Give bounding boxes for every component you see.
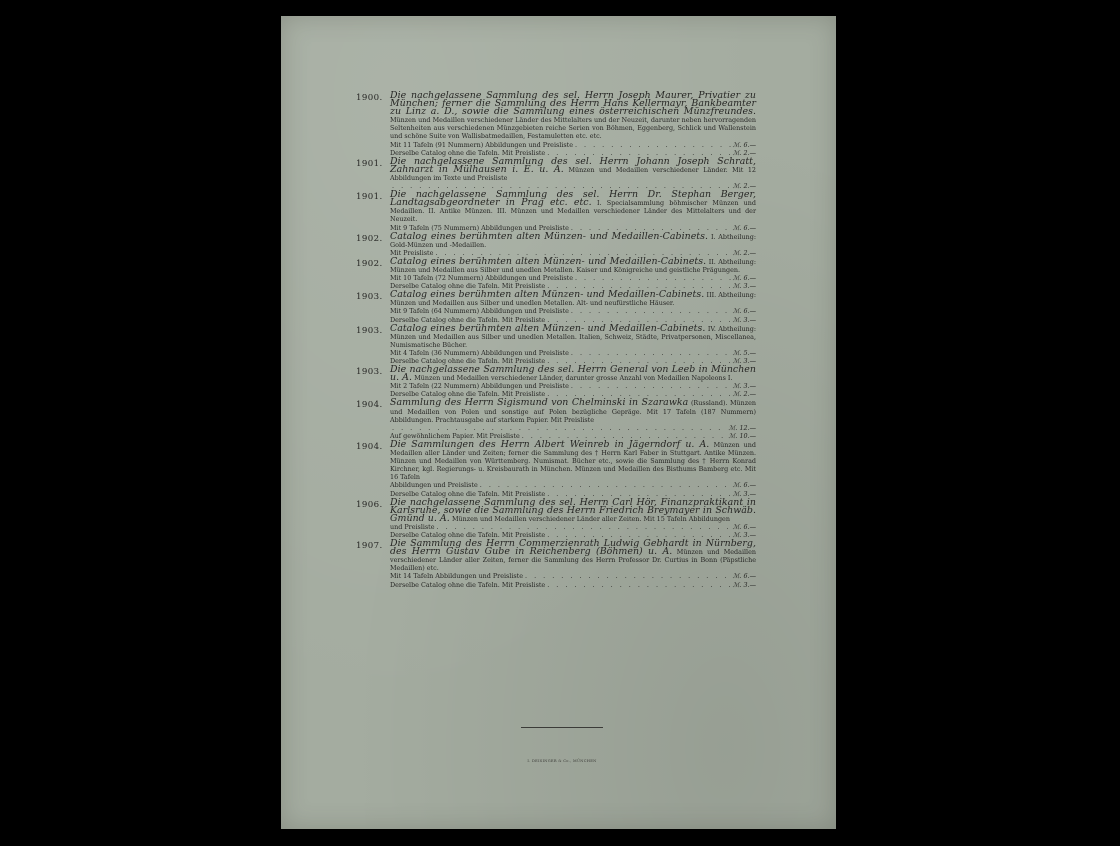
entry-text	[390, 399, 756, 423]
price-line-label: Mit 2 Tafeln (22 Nummern) Abbildungen und Preisliste	[390, 382, 569, 391]
catalog-entry	[356, 155, 756, 191]
price-line-label: Mit 14 Tafeln Abbildungen und Preisliste	[390, 572, 524, 581]
price-value: ℳ. 3.—	[732, 382, 756, 391]
entry-title: Catalog eines berühmten alten Münzen- und Medaillen-Cabinets.	[390, 230, 709, 242]
price-line-label: Abbildungen und Preisliste	[390, 481, 478, 490]
entry-text	[390, 291, 756, 307]
price-line-label: Derselbe Catalog ohne die Tafeln. Mit Preisliste	[390, 148, 546, 157]
entry-year: 1902.	[356, 258, 383, 269]
entry-year: 1903.	[356, 367, 383, 378]
entry-description: Münzen und Medaillen verschiedener Länder aller Zeiten. Mit 15 Tafeln Abbildungen	[451, 514, 730, 523]
price-line	[390, 572, 756, 580]
price-value: ℳ. 12.—	[728, 423, 756, 432]
catalog-entry	[356, 540, 756, 589]
entry-year: 1901.	[356, 158, 383, 169]
price-line-label: Mit 4 Tafeln (36 Nummern) Abbildungen und Preisliste	[390, 348, 569, 357]
catalog-entry	[356, 255, 756, 291]
price-value: ℳ. 6.—	[732, 274, 756, 283]
entry-description: (Russland). Münzen und Medaillen von Polen und sonstige auf Polen bezügliche Gepräge. Mit 17 Tafeln (187 Nummern) Abbildungen. Prachtausgabe auf starkem Papier. Mit Preisliste	[390, 399, 757, 424]
entry-description: II. Abtheilung: Münzen und Medaillen aus Silber und unedlen Metallen. Kaiser und Königreiche und geistliche Prägungen.	[390, 257, 756, 274]
entry-year: 1901.	[356, 192, 383, 203]
dot-leader	[571, 349, 731, 357]
entry-text	[390, 438, 756, 482]
catalog-list	[356, 92, 756, 590]
dot-leader	[547, 581, 730, 589]
price-line-label: Mit 11 Tafeln (91 Nummern) Abbildungen und Preisliste	[390, 140, 573, 149]
price-value: ℳ. 2.—	[732, 390, 756, 399]
catalog-entry	[356, 291, 756, 323]
entry-text	[390, 191, 756, 223]
price-line	[390, 481, 756, 489]
dot-leader	[437, 523, 731, 531]
catalog-entry	[356, 438, 756, 498]
price-line-label: Mit 9 Tafeln (64 Nummern) Abbildungen und Preisliste	[390, 307, 569, 316]
entry-title: Catalog eines berühmten alten Münzen- und Medaillen-Cabinets.	[390, 322, 706, 334]
entry-description: Münzen und Medaillen aller Länder und Zeiten; ferner die Sammlung des † Herrn Karl Faber in Stuttgart. Antike Münzen. Münzen und Medaillen von Württemberg. Numismat. Bücher etc., sowie die Sammlung des † Herrn Konrad Kirchner, kgl. Regierungs- u. Kreisbaurath in München. Münzen und Medaillen des Bisthums Bamberg etc. Mit 16 Tafeln	[390, 440, 756, 482]
entry-title: Die nachgelassene Sammlung des sel. Herrn Carl Hör, Finanzpraktikant in Karlsruhe, sowie die Sammlung des Herrn Friedrich Breymayer in Schwäb. Gmünd u. A.	[390, 496, 756, 524]
price-value: ℳ. 2.—	[732, 182, 756, 191]
entry-title: Catalog eines berühmten alten Münzen- und Medaillen-Cabinets.	[390, 289, 705, 301]
entry-description: I. Abtheilung: Gold-Münzen und -Medaillen.	[390, 232, 757, 249]
price-value: ℳ. 3.—	[732, 357, 756, 365]
dot-leader	[480, 481, 731, 489]
entry-title: Die nachgelassene Sammlung des sel. Herrn Dr. Stephan Berger, Landtagsabgeordneter in Prag etc. etc.	[390, 189, 756, 209]
price-line	[390, 274, 756, 282]
price-line	[390, 141, 756, 149]
entry-description: III. Abtheilung: Münzen und Medaillen aus Silber und unedlen Metallen. Alt- und neufürstliche Häuser.	[390, 291, 756, 308]
closing-rule	[521, 727, 603, 728]
price-line-label: Mit 9 Tafeln (75 Nummern) Abbildungen und Preisliste	[390, 223, 569, 232]
entry-year: 1902.	[356, 233, 383, 244]
entry-text	[390, 366, 756, 382]
catalog-entry	[356, 399, 756, 439]
dot-leader	[575, 274, 731, 282]
dot-leader	[392, 424, 727, 432]
entry-year: 1900.	[356, 93, 383, 103]
price-line-label: Derselbe Catalog ohne die Tafeln. Mit Preisliste	[390, 357, 546, 365]
price-value: ℳ. 2.—	[732, 148, 756, 157]
price-line-label: Mit 10 Tafeln (72 Nummern) Abbildungen und Preisliste	[390, 274, 573, 283]
price-line-label: Derselbe Catalog ohne die Tafeln. Mit Preisliste	[390, 390, 546, 399]
dot-leader	[571, 307, 731, 315]
dot-leader	[525, 572, 731, 580]
entry-year: 1906.	[356, 499, 383, 510]
price-value: ℳ. 3.—	[732, 530, 756, 539]
price-value: ℳ. 6.—	[732, 481, 756, 490]
catalog-entry	[356, 496, 756, 539]
price-value: ℳ. 3.—	[732, 315, 756, 324]
price-line	[390, 349, 756, 357]
catalog-entry	[356, 366, 756, 398]
price-line-label: Derselbe Catalog ohne die Tafeln. Mit Preisliste	[390, 530, 546, 539]
catalog-entry	[356, 230, 757, 257]
entry-text	[390, 496, 756, 524]
price-line-label: Derselbe Catalog ohne die Tafeln. Mit Preisliste	[390, 282, 546, 291]
catalog-entry	[356, 92, 756, 157]
entry-text	[390, 155, 756, 182]
entry-description: IV. Abtheilung: Münzen und Medaillen aus Silber und unedlen Metallen. Italien, Schweiz, Städte, Privatpersonen, Miscellanea, Numismatische Bücher.	[390, 324, 756, 349]
price-line	[390, 523, 756, 531]
price-line-label: Auf gewöhnlichem Papier. Mit Preisliste	[390, 431, 520, 440]
price-line-label: Derselbe Catalog ohne die Tafeln. Mit Preisliste	[390, 315, 546, 324]
entry-title: Die Sammlung des Herrn Commerzienrath Ludwig Gebhardt in Nürnberg, des Herrn Gustav Gube in Reichenberg (Böhmen) u. A.	[390, 538, 756, 558]
catalog-entry	[356, 322, 756, 365]
entry-description: Münzen und Medaillen verschiedener Länder des Mittelalters und der Neuzeit, darunter neben hervorragenden Seltenheiten aus verschiedenen Münzgebieten reiche Serien von Böhmen, Eggenberg, Schlick und Wallenstein und schöne Suite von Wallisbatmedaillen, Festamuletten etc. etc.	[390, 116, 756, 141]
entry-description: I. Specialsammlung böhmischer Münzen und Medaillen. II. Antike Münzen. III. Münzen und Medaillen verschiedener Länder des Mittelalters und der Neuzeit.	[390, 199, 756, 224]
price-value: ℳ. 3.—	[732, 580, 756, 589]
printer-imprint: I. DEISINGER & Co., MÜNCHEN	[527, 759, 597, 763]
price-value: ℳ. 5.—	[732, 348, 756, 357]
catalog-entry	[356, 191, 756, 231]
entry-title: Die Sammlungen des Herrn Albert Weinreb in Jägerndorf u. A.	[390, 438, 710, 450]
price-line	[390, 424, 756, 432]
entry-year: 1904.	[356, 400, 383, 411]
entry-title: Die nachgelassene Sammlung des sel. Herrn General von Leeb in München u. A.	[390, 364, 756, 384]
price-value: ℳ. 6.—	[732, 522, 756, 531]
entry-text	[390, 540, 756, 572]
entry-text	[390, 92, 756, 141]
price-line-label: Mit Preisliste	[390, 248, 434, 257]
catalog-page	[281, 16, 836, 829]
entry-description: Münzen und Medaillen verschiedener Länder aller Zeiten, ferner die Sammlung des Herrn Professor Dr. Curtius in Bonn (Päpstliche Medaillen) etc.	[390, 548, 756, 573]
entry-year: 1904.	[356, 441, 383, 452]
price-value: ℳ. 6.—	[732, 307, 756, 316]
entry-year: 1903.	[356, 292, 383, 303]
entry-year: 1903.	[356, 325, 383, 336]
price-line	[390, 581, 756, 589]
price-value: ℳ. 6.—	[732, 223, 756, 232]
price-line	[390, 382, 756, 390]
dot-leader	[571, 382, 731, 390]
price-value: ℳ. 6.—	[732, 140, 756, 149]
price-value: ℳ. 6.—	[732, 572, 756, 581]
price-line-label: und Preisliste	[390, 522, 435, 531]
price-line-label: Derselbe Catalog ohne die Tafeln. Mit Preisliste	[390, 580, 546, 589]
entry-title: Sammlung des Herrn Sigismund von Chelminski in Szarawka	[390, 397, 689, 409]
price-line-label: Derselbe Catalog ohne die Tafeln. Mit Preisliste	[390, 489, 546, 498]
entry-description: Münzen und Medaillen verschiedener Länder, darunter grosse Anzahl von Medaillen Napoleons I.	[414, 374, 733, 383]
entry-title: Die nachgelassene Sammlung des sel. Herrn Joseph Maurer, Privatier zu München; ferner die Sammlung des Herrn Hans Kellermayr, Bankbeamter zu Linz a. D., sowie die Sammlung eines österreichischen Münzfreundes.	[390, 90, 756, 118]
entry-description: Münzen und Medaillen verschiedener Länder. Mit 12 Abbildungen im Texte und Preisliste	[390, 165, 756, 182]
entry-text	[390, 230, 757, 249]
entry-year: 1907.	[356, 541, 383, 552]
entry-title: Die nachgelassene Sammlung des sel. Herrn Johann Joseph Schratt, Zahnarzt in Mülhausen i. E. u. A.	[390, 155, 756, 175]
dot-leader	[575, 141, 731, 149]
entry-text	[390, 255, 756, 274]
price-value: ℳ. 2.—	[732, 248, 756, 257]
price-value: ℳ. 10.—	[728, 431, 756, 440]
entry-title: Catalog eines berühmten alten Münzen- und Medaillen-Cabinets.	[390, 255, 707, 267]
price-value: ℳ. 3.—	[732, 489, 756, 498]
price-value: ℳ. 3.—	[732, 282, 756, 291]
entry-text	[390, 322, 756, 349]
price-line	[390, 307, 756, 315]
